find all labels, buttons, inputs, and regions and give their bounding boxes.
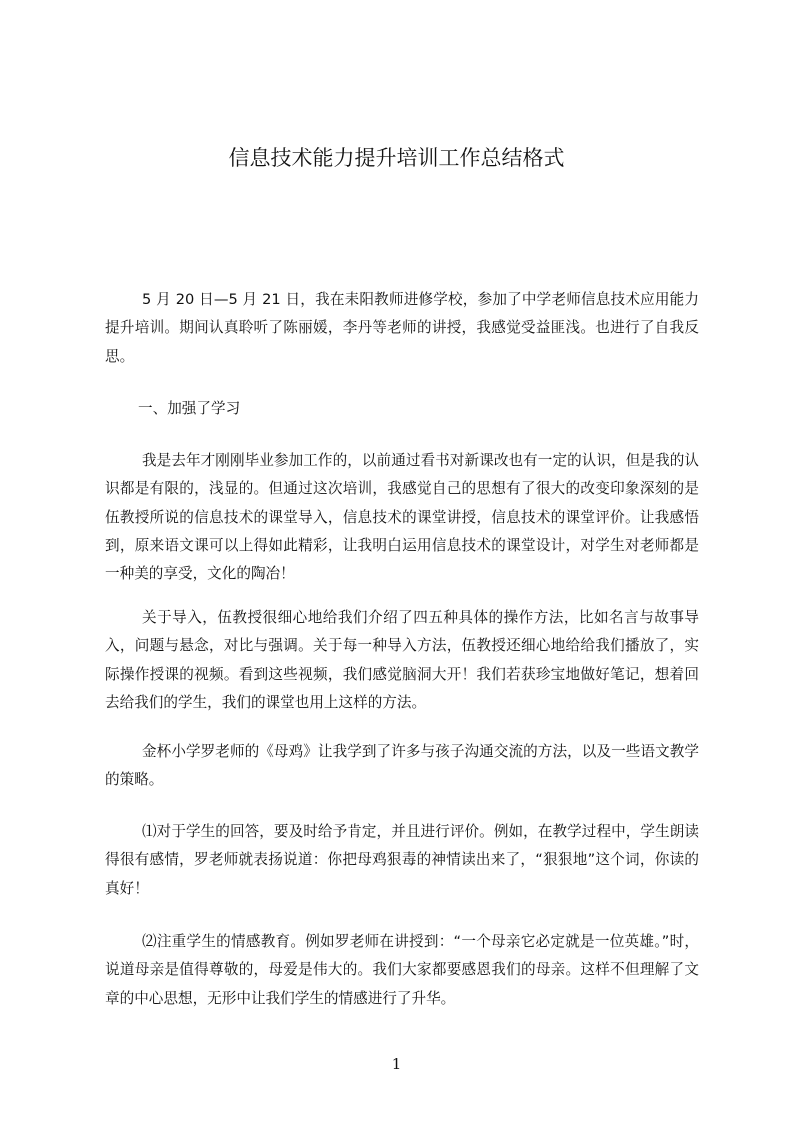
section-heading: 一、加强了学习 bbox=[138, 400, 241, 417]
paragraph-mother-hen-lesson: 金杯小学罗老师的《母鸡》让我学到了许多与孩子沟通交流的方法，以及一些语文教学的策略。 bbox=[105, 743, 699, 789]
document-title: 信息技术能力提升培训工作总结格式 bbox=[228, 146, 565, 170]
paragraph-introduction-methods: 关于导入，伍教授很细心地给我们介绍了四五种具体的操作方法，比如名言与故事导入，问题与悬念，对比与强调。关于每一种导入方法，伍教授还细心地给给我们播放了，实际操作授课的视频。看到这些视频，我们感觉脑洞大开！我们若获珍宝地做好笔记，想着回去给我们的学生，我们的课堂也用上这样的方法。 bbox=[105, 609, 699, 711]
paragraph-reflection: 我是去年才刚刚毕业参加工作的，以前通过看书对新课改也有一定的认识，但是我的认识都是有限的，浅显的。但通过这次培训，我感觉自己的思想有了很大的改变印象深刻的是伍教授所说的信息技术的课堂导入，信息技术的课堂讲授，信息技术的课堂评价。让我感悟到，原来语文课可以上得如此精彩，让我明白运用信息技术的课堂设计，对学生对老师都是一种美的享受，文化的陶冶！ bbox=[105, 452, 699, 583]
page-number: 1 bbox=[391, 1055, 402, 1073]
paragraph-point-1: ⑴对于学生的回答，要及时给予肯定，并且进行评价。例如，在教学过程中，学生朗读得很有感情，罗老师就表扬说道：你把母鸡狠毒的神情读出来了，“狠狠地”这个词，你读的真好！ bbox=[105, 823, 699, 897]
paragraph-point-2: ⑵注重学生的情感教育。例如罗老师在讲授到：“一个母亲它必定就是一位英雄。”时，说道母亲是值得尊敬的，母爱是伟大的。我们大家都要感恩我们的母亲。这样不但理解了文章的中心思想，无形中让我们学生的情感进行了升华。 bbox=[105, 933, 699, 1007]
paragraph-intro: 5 月 20 日—5 月 21 日，我在耒阳教师进修学校，参加了中学老师信息技术应用能力提升培训。期间认真聆听了陈丽媛，李丹等老师的讲授，我感觉受益匪浅。也进行了自我反思。 bbox=[105, 291, 699, 365]
